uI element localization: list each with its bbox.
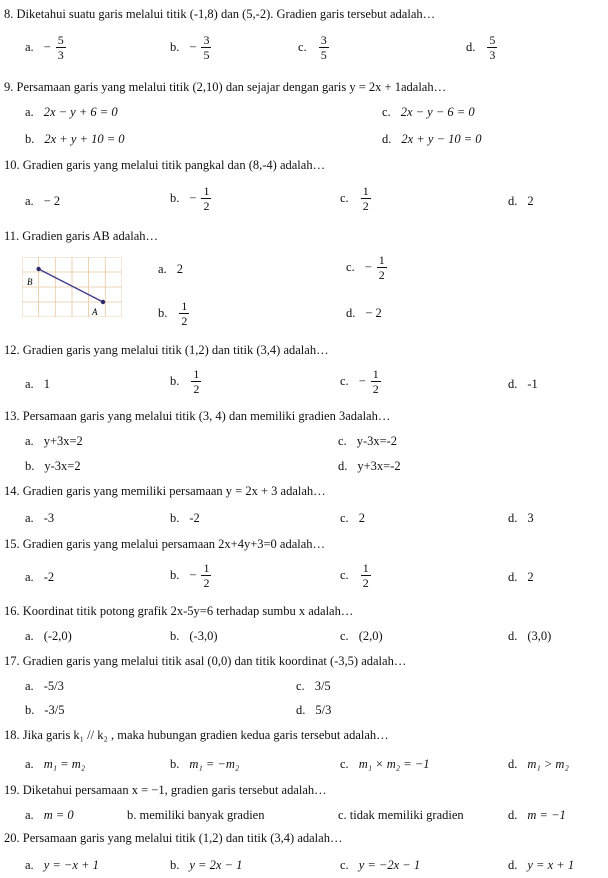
q17-option-d[interactable]: d. 5/3 xyxy=(296,703,332,717)
question-20: 20. Persamaan garis yang melalui titik (1,2) dan titik (3,4) adalah… xyxy=(4,831,343,845)
q18-option-c[interactable]: c. m₁ × m₂ = −1 xyxy=(340,757,430,771)
q18-option-a[interactable]: a. m₁ = m₂ xyxy=(25,757,86,771)
q11-option-b[interactable]: b. $\frac{1}{2}$ xyxy=(158,299,188,328)
q17-option-c[interactable]: c. 3/5 xyxy=(296,679,331,693)
q13-option-a[interactable]: a. y+3x=2 xyxy=(25,434,83,448)
q14-option-d[interactable]: d. 3 xyxy=(508,511,534,525)
q20-option-c[interactable]: c. y = −2x − 1 xyxy=(340,858,421,872)
segment-ab xyxy=(39,269,103,302)
question-10: 10. Gradien garis yang melalui titik pangkal dan (8,-4) adalah… xyxy=(4,158,326,172)
q9-option-a[interactable]: a. 2x − y + 6 = 0 xyxy=(25,105,118,119)
q18-option-d[interactable]: d. m₁ > m₂ xyxy=(508,757,569,771)
q8-option-b[interactable]: b. − $\frac{3}{5}$ xyxy=(170,33,210,62)
q12-option-a[interactable]: a. 1 xyxy=(25,377,50,391)
q19-option-a[interactable]: a. m = 0 xyxy=(25,808,74,822)
q8-option-d[interactable]: d. $\frac{5}{3}$ xyxy=(466,33,496,62)
point-a-label: A xyxy=(92,307,98,317)
q14-option-a[interactable]: a. -3 xyxy=(25,511,55,525)
question-14: 14. Gradien garis yang memiliki persamaan y = 2x + 3 adalah… xyxy=(4,484,326,498)
question-12: 12. Gradien garis yang melalui titik (1,2) dan titik (3,4) adalah… xyxy=(4,343,329,357)
point-a-marker xyxy=(101,300,105,304)
q14-option-b[interactable]: b. -2 xyxy=(170,511,200,525)
q10-option-c[interactable]: c. $\frac{1}{2}$ xyxy=(340,184,369,213)
question-19: 19. Diketahui persamaan x = −1, gradien garis tersebut adalah… xyxy=(4,783,327,797)
q15-option-b[interactable]: b. − $\frac{1}{2}$ xyxy=(170,561,210,590)
q11-option-a[interactable]: a. 2 xyxy=(158,262,183,276)
q17-option-a[interactable]: a. -5/3 xyxy=(25,679,64,693)
question-16: 16. Koordinat titik potong grafik 2x-5y=6 terhadap sumbu x adalah… xyxy=(4,604,354,618)
q13-option-c[interactable]: c. y-3x=-2 xyxy=(338,434,398,448)
q17-option-b[interactable]: b. -3/5 xyxy=(25,703,65,717)
q10-option-d[interactable]: d. 2 xyxy=(508,194,534,208)
q13-option-d[interactable]: d. y+3x=-2 xyxy=(338,459,401,473)
q10-option-a[interactable]: a. − 2 xyxy=(25,194,61,208)
point-b-label: B xyxy=(27,277,33,287)
question-15: 15. Gradien garis yang melalui persamaan 2x+4y+3=0 adalah… xyxy=(4,537,326,551)
q20-option-b[interactable]: b. y = 2x − 1 xyxy=(170,858,243,872)
q13-option-b[interactable]: b. y-3x=2 xyxy=(25,459,81,473)
q20-option-d[interactable]: d. y = x + 1 xyxy=(508,858,575,872)
q16-option-d[interactable]: d. (3,0) xyxy=(508,629,552,643)
question-9: 9. Persamaan garis yang melalui titik (2,10) dan sejajar dengan garis y = 2x + 1adalah… xyxy=(4,80,447,94)
q15-option-d[interactable]: d. 2 xyxy=(508,570,534,584)
q12-option-d[interactable]: d. -1 xyxy=(508,377,538,391)
q16-option-a[interactable]: a. (-2,0) xyxy=(25,629,72,643)
q18-option-b[interactable]: b. m₁ = −m₂ xyxy=(170,757,240,771)
q19-option-d[interactable]: d. m = −1 xyxy=(508,808,566,822)
question-13: 13. Persamaan garis yang melalui titik (3, 4) dan memiliki gradien 3adalah… xyxy=(4,409,391,423)
question-17: 17. Gradien garis yang melalui titik asal (0,0) dan titik koordinat (-3,5) adalah… xyxy=(4,654,407,668)
question-8: 8. Diketahui suatu garis melalui titik (-1,8) dan (5,-2). Gradien garis tersebut adalah… xyxy=(4,7,436,21)
q15-option-c[interactable]: c. $\frac{1}{2}$ xyxy=(340,561,369,590)
q11-option-c[interactable]: c. − $\frac{1}{2}$ xyxy=(346,253,385,282)
q8-option-c[interactable]: c. $\frac{3}{5}$ xyxy=(298,33,327,62)
q16-option-c[interactable]: c. (2,0) xyxy=(340,629,383,643)
ab-line-graph xyxy=(22,257,122,317)
q12-option-c[interactable]: c. − $\frac{1}{2}$ xyxy=(340,367,379,396)
point-b-marker xyxy=(36,267,40,271)
q9-option-d[interactable]: d. 2x + y − 10 = 0 xyxy=(382,132,482,146)
q19-option-c[interactable]: c. tidak memiliki gradien xyxy=(338,808,464,822)
question-18: 18. Jika garis k₁ // k₂ , maka hubungan gradien kedua garis tersebut adalah… xyxy=(4,728,389,742)
q16-option-b[interactable]: b. (-3,0) xyxy=(170,629,218,643)
q9-option-c[interactable]: c. 2x − y − 6 = 0 xyxy=(382,105,475,119)
q15-option-a[interactable]: a. -2 xyxy=(25,570,55,584)
q10-option-b[interactable]: b. − $\frac{1}{2}$ xyxy=(170,184,210,213)
q19-option-b[interactable]: b. memiliki banyak gradien xyxy=(127,808,265,822)
q8-option-a[interactable]: a. − $\frac{5}{3}$ xyxy=(25,33,64,62)
q11-option-d[interactable]: d. − 2 xyxy=(346,306,382,320)
q9-option-b[interactable]: b. 2x + y + 10 = 0 xyxy=(25,132,125,146)
q14-option-c[interactable]: c. 2 xyxy=(340,511,365,525)
question-11: 11. Gradien garis AB adalah… xyxy=(4,229,159,243)
q20-option-a[interactable]: a. y = −x + 1 xyxy=(25,858,99,872)
q12-option-b[interactable]: b. $\frac{1}{2}$ xyxy=(170,367,200,396)
